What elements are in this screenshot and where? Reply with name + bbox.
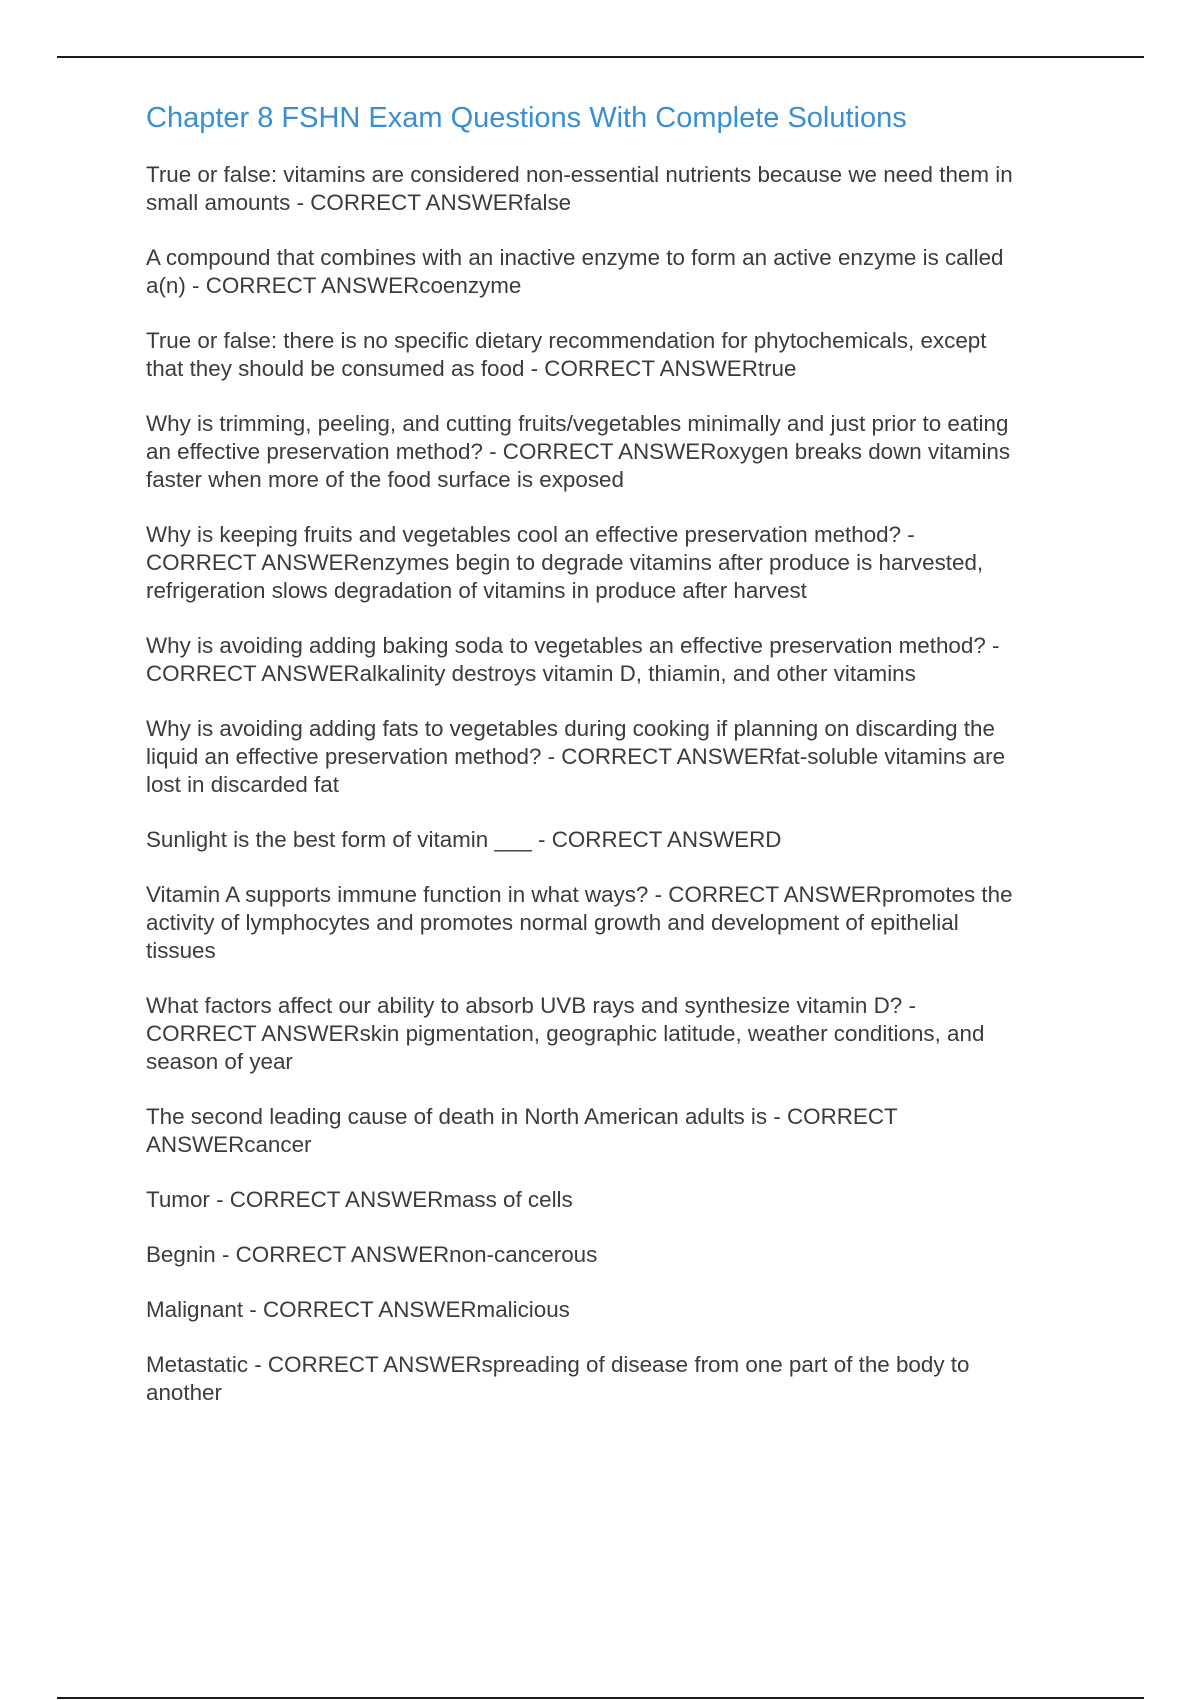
qa-item: A compound that combines with an inactive enzyme to form an active enzyme is called a(n) - CORRECT ANSWERcoenzyme [146,245,1004,298]
qa-list [146,161,1096,1407]
footer-rule [57,1697,1144,1699]
qa-item: True or false: there is no specific dietary recommendation for phytochemicals, except that they should be consumed as food - CORRECT ANSWERtrue [146,328,987,381]
qa-item: True or false: vitamins are considered non-essential nutrients because we need them in small amounts - CORRECT ANSWERfalse [146,162,1013,215]
qa-item: Vitamin A supports immune function in what ways? - CORRECT ANSWERpromotes the activity of lymphocytes and promotes normal growth and development of epithelial tissues [146,882,1013,963]
qa-item: Malignant - CORRECT ANSWERmalicious [146,1297,570,1322]
qa-item: Why is avoiding adding fats to vegetables during cooking if planning on discarding the liquid an effective preservation method? - CORRECT ANSWERfat-soluble vitamins are lost in discarded fat [146,716,1006,797]
header-rule [57,56,1144,58]
qa-item: Why is avoiding adding baking soda to vegetables an effective preservation method? - CORRECT ANSWERalkalinity destroys vitamin D, thiamin, and other vitamins [146,633,1000,686]
document-title: Chapter 8 FSHN Exam Questions With Complete Solutions [146,102,907,134]
qa-item: What factors affect our ability to absorb UVB rays and synthesize vitamin D? - CORRECT ANSWERskin pigmentation, geographic latitude, weather conditions, and season of year [146,993,985,1074]
qa-item: Tumor - CORRECT ANSWERmass of cells [146,1187,573,1212]
qa-item: Metastatic - CORRECT ANSWERspreading of disease from one part of the body to another [146,1352,970,1405]
document-body [146,98,1096,1434]
qa-item: Why is trimming, peeling, and cutting fruits/vegetables minimally and just prior to eating an effective preservation method? - CORRECT ANSWERoxygen breaks down vitamins faster when more of the food surface is exposed [146,411,1011,492]
qa-item: The second leading cause of death in North American adults is - CORRECT ANSWERcancer [146,1104,898,1157]
qa-item: Why is keeping fruits and vegetables cool an effective preservation method? - CORRECT ANSWERenzymes begin to degrade vitamins after produce is harvested, refrigeration slows degradation of vitamins in produce after harvest [146,522,984,603]
qa-item: Begnin - CORRECT ANSWERnon-cancerous [146,1242,598,1267]
qa-item: Sunlight is the best form of vitamin ___ - CORRECT ANSWERD [146,827,782,852]
